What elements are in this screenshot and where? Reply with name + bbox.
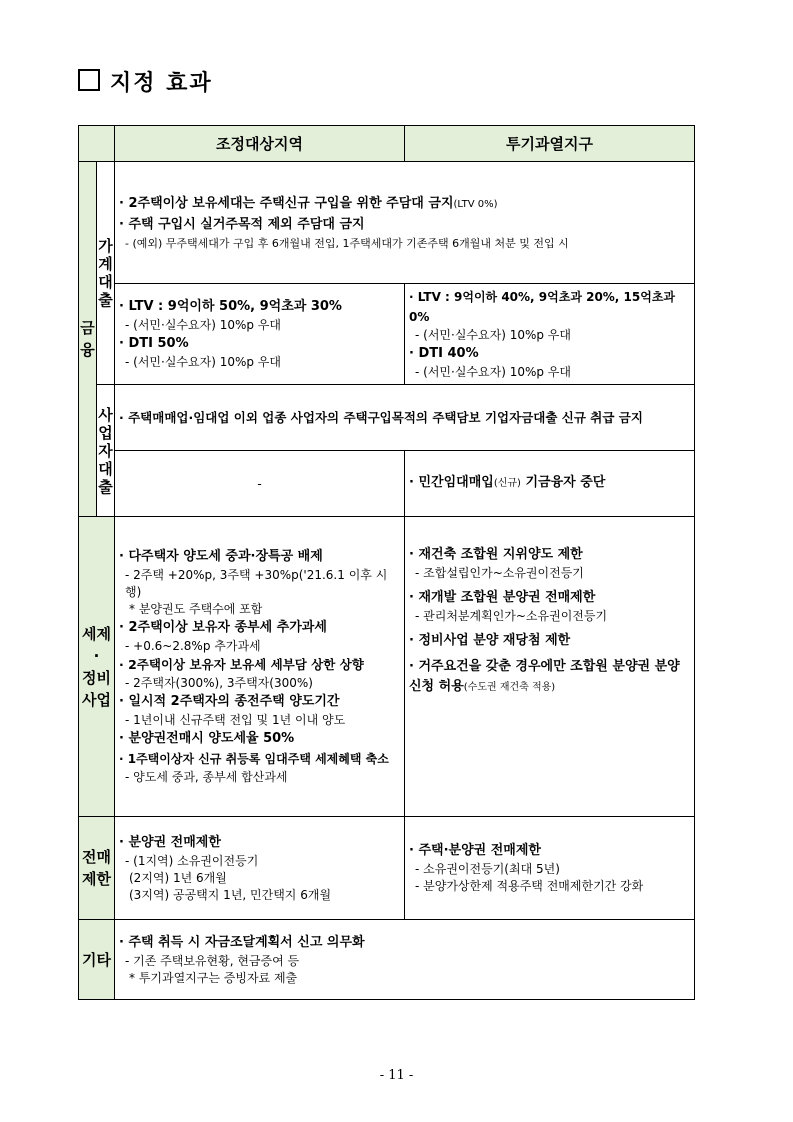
household-rule-1: · 2주택이상 보유세대는 주택신규 구입을 위한 주담대 금지 — [119, 195, 454, 211]
category-resale-restriction: 전매 제한 — [79, 817, 115, 920]
household-common-cell — [115, 162, 695, 284]
household-rule-2: · 주택 구입시 실거주목적 제외 주담대 금지 — [119, 216, 365, 232]
etc-rule: · 주택 취득 시 자금조달계획서 신고 의무화 — [119, 934, 365, 950]
section-title — [78, 66, 213, 97]
tax-rule-4: · 일시적 2주택자의 종전주택 양도기간 — [119, 694, 340, 709]
tax-rule-1-note: - 2주택 +20%p, 3주택 +30%p('21.6.1 이후 시행) — [125, 568, 388, 599]
business-speculation-rule-tail: 기금융자 중단 — [520, 475, 606, 490]
header-speculation-district: 투기과열지구 — [405, 126, 695, 162]
dti-adjustment: · DTI 50% — [119, 336, 189, 351]
redevelopment-rule-1: · 재건축 조합원 지위양도 제한 — [409, 547, 583, 562]
section-title-text: 지정 효과 — [110, 71, 213, 96]
business-common-cell — [115, 385, 695, 451]
redevelopment-rule-2: · 재개발 조합원 분양권 전매제한 — [409, 590, 596, 605]
resale-adjustment-cell — [115, 817, 405, 920]
etc-rule-star: * 투기과열지구는 증빙자료 제출 — [129, 970, 298, 985]
tax-rule-2: · 2주택이상 보유자 종부세 추가과세 — [119, 620, 327, 635]
redevelopment-rule-2-note: - 관리처분계획인가~소유권이전등기 — [415, 609, 608, 623]
household-rule-exception: - (예외) 무주택세대가 구입 후 6개월내 전입, 1주택세대가 기존주택 6개월내 처분 및 전입 시 — [125, 236, 569, 250]
etc-rule-note: - 기존 주택보유현황, 현금증여 등 — [125, 953, 300, 968]
category-tax-redevelopment: 세제 · 정비 사업 — [79, 517, 115, 817]
tax-rule-3: · 2주택이상 보유자 보유세 세부담 상한 상향 — [119, 657, 364, 672]
category-finance: 금융 — [79, 162, 97, 517]
ltv-adjustment: · LTV : 9억이하 50%, 9억초과 30% — [119, 299, 342, 314]
category-etc: 기타 — [79, 920, 115, 1000]
ltv-speculation-note: - (서민·실수요자) 10%p 우대 — [415, 328, 571, 342]
resale-speculation-note-1: - 소유권이전등기(최대 5년) — [415, 862, 560, 876]
resale-speculation-cell — [405, 817, 695, 920]
resale-region-1: - (1지역) 소유권이전등기 — [125, 853, 259, 868]
tax-rule-1: · 다주택자 양도세 중과·장특공 배제 — [119, 549, 323, 564]
tax-rule-1-star: * 분양권도 주택수에 포함 — [129, 602, 263, 616]
checkbox-square-icon — [78, 69, 100, 91]
tax-rule-2-note: - +0.6~2.8%p 추가과세 — [125, 639, 261, 653]
tax-rule-5: · 분양권전매시 양도세율 50% — [119, 731, 295, 746]
redevelopment-rule-4-note: (수도권 재건축 적용) — [463, 682, 556, 693]
redevelopment-rule-1-note: - 조합설립인가~소유권이전등기 — [415, 566, 584, 580]
household-speculation-cell — [405, 284, 695, 385]
business-speculation-cell — [405, 451, 695, 517]
redevelopment-rule-4: · 거주요건을 갖춘 경우에만 조합원 분양권 분양 신청 허용 — [409, 659, 680, 694]
tax-speculation-cell — [405, 517, 695, 817]
resale-rule-speculation: · 주택·분양권 전매제한 — [409, 843, 541, 858]
dti-speculation-note: - (서민·실수요자) 10%p 우대 — [415, 365, 571, 379]
business-adjustment-cell: - — [115, 451, 405, 517]
business-speculation-rule: · 민간임대매입 — [409, 475, 494, 490]
ltv-speculation: · LTV : 9억이하 40%, 9억초과 20%, 15억초과 0% — [409, 290, 676, 324]
subcategory-business-loan: 사업자대출 — [97, 385, 115, 517]
redevelopment-rule-3: · 정비사업 분양 재당첨 제한 — [409, 633, 571, 648]
business-speculation-rule-note: (신규) — [493, 478, 521, 489]
subcategory-household-loan: 가계대출 — [97, 162, 115, 385]
resale-rule-adjustment: · 분양권 전매제한 — [119, 834, 221, 850]
tax-rule-6: · 1주택이상자 신규 취등록 임대주택 세제혜택 축소 — [119, 752, 389, 766]
resale-speculation-note-2: - 분양가상한제 적용주택 전매제한기간 강화 — [415, 879, 644, 893]
page-number: - 11 - — [379, 1068, 414, 1083]
business-loan-rule: · 주택매매업·임대업 이외 업종 사업자의 주택구입목적의 주택담보 기업자금대출 신규 취급 금지 — [119, 409, 643, 425]
resale-region-3: (3지역) 공공택지 1년, 민간택지 6개월 — [129, 887, 332, 902]
header-corner — [79, 126, 115, 162]
ltv-adjustment-note: - (서민·실수요자) 10%p 우대 — [125, 318, 281, 332]
tax-rule-3-note: - 2주택자(300%), 3주택자(300%) — [125, 676, 313, 690]
header-adjustment-area: 조정대상지역 — [115, 126, 405, 162]
household-adjustment-cell — [115, 284, 405, 385]
tax-rule-4-note: - 1년이내 신규주택 전입 및 1년 이내 양도 — [125, 713, 346, 727]
tax-adjustment-cell — [115, 517, 405, 817]
household-rule-1-note: (LTV 0%) — [453, 198, 498, 210]
dti-speculation: · DTI 40% — [409, 346, 479, 361]
designation-effects-table — [78, 125, 695, 1000]
etc-cell — [115, 920, 695, 1000]
dti-adjustment-note: - (서민·실수요자) 10%p 우대 — [125, 355, 281, 369]
tax-rule-6-note: - 양도세 중과, 종부세 합산과세 — [125, 770, 288, 784]
resale-region-2: (2지역) 1년 6개월 — [129, 870, 227, 885]
